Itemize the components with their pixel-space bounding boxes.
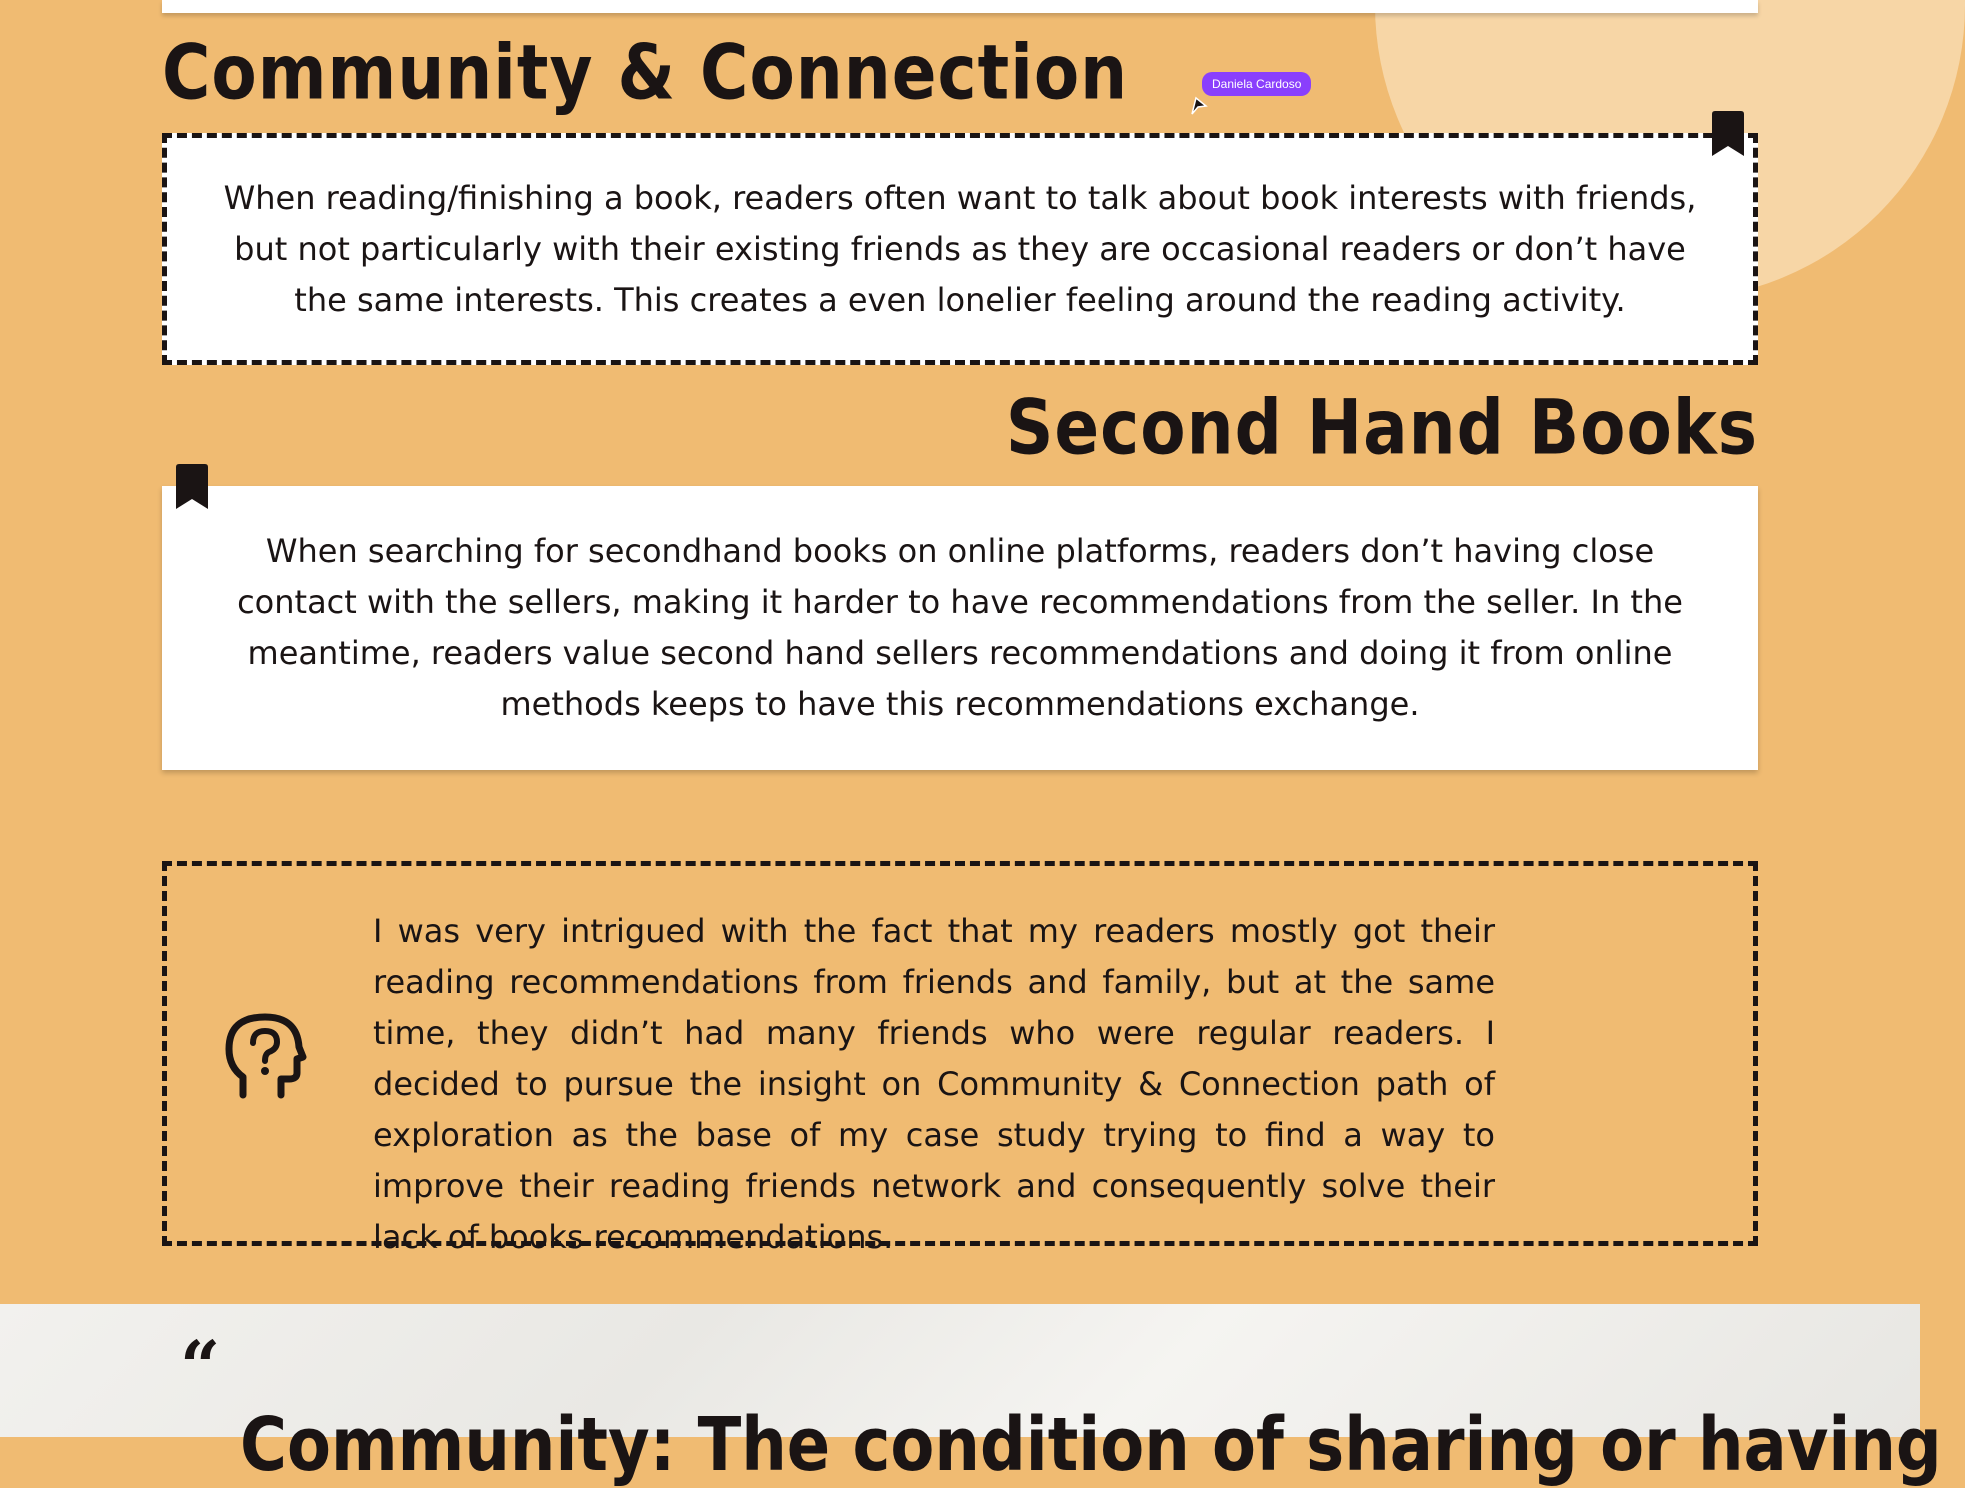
community-connection-text: When reading/finishing a book, readers often want to talk about book interests with friends, but not particularly with their existing friends as they are occasional readers or don’t have the same interests. This creates a even lonelier feeling around the reading activity. [223, 178, 1697, 319]
insight-box [162, 861, 1758, 1256]
second-hand-books-heading: Second Hand Books [1005, 383, 1758, 472]
quote-mark: “ [180, 1325, 221, 1408]
head-question-icon [225, 1011, 305, 1097]
previous-card-edge [162, 0, 1758, 13]
cursor-arrow-icon [1190, 96, 1208, 116]
insight-text: I was very intrigued with the fact that my readers mostly got their reading recommendations from friends and family, but at the same time, they didn’t had many friends who were regular readers. I decided to pursue the insight on Community & Connection path of exploration as the base of my case study trying to find a way to improve their reading friends network and consequently solve their lack of books recommendations. [373, 912, 1495, 1256]
quote-heading: Community: The condition of sharing or having [240, 1403, 1942, 1488]
bookmark-icon [174, 463, 210, 511]
community-connection-heading: Community & Connection [162, 28, 1129, 117]
second-hand-books-card [162, 486, 1758, 770]
community-connection-card [162, 133, 1758, 365]
second-hand-books-text: When searching for secondhand books on online platforms, readers don’t having close contact with the sellers, making it harder to have recommendations from the seller. In the meantime, readers value second hand sellers recommendations and doing it from online methods keeps to have this recommendations exchange. [237, 532, 1683, 723]
collaborator-name-tag: Daniela Cardoso [1202, 72, 1311, 96]
quote-section [0, 1304, 1942, 1488]
bookmark-icon [1710, 110, 1746, 158]
